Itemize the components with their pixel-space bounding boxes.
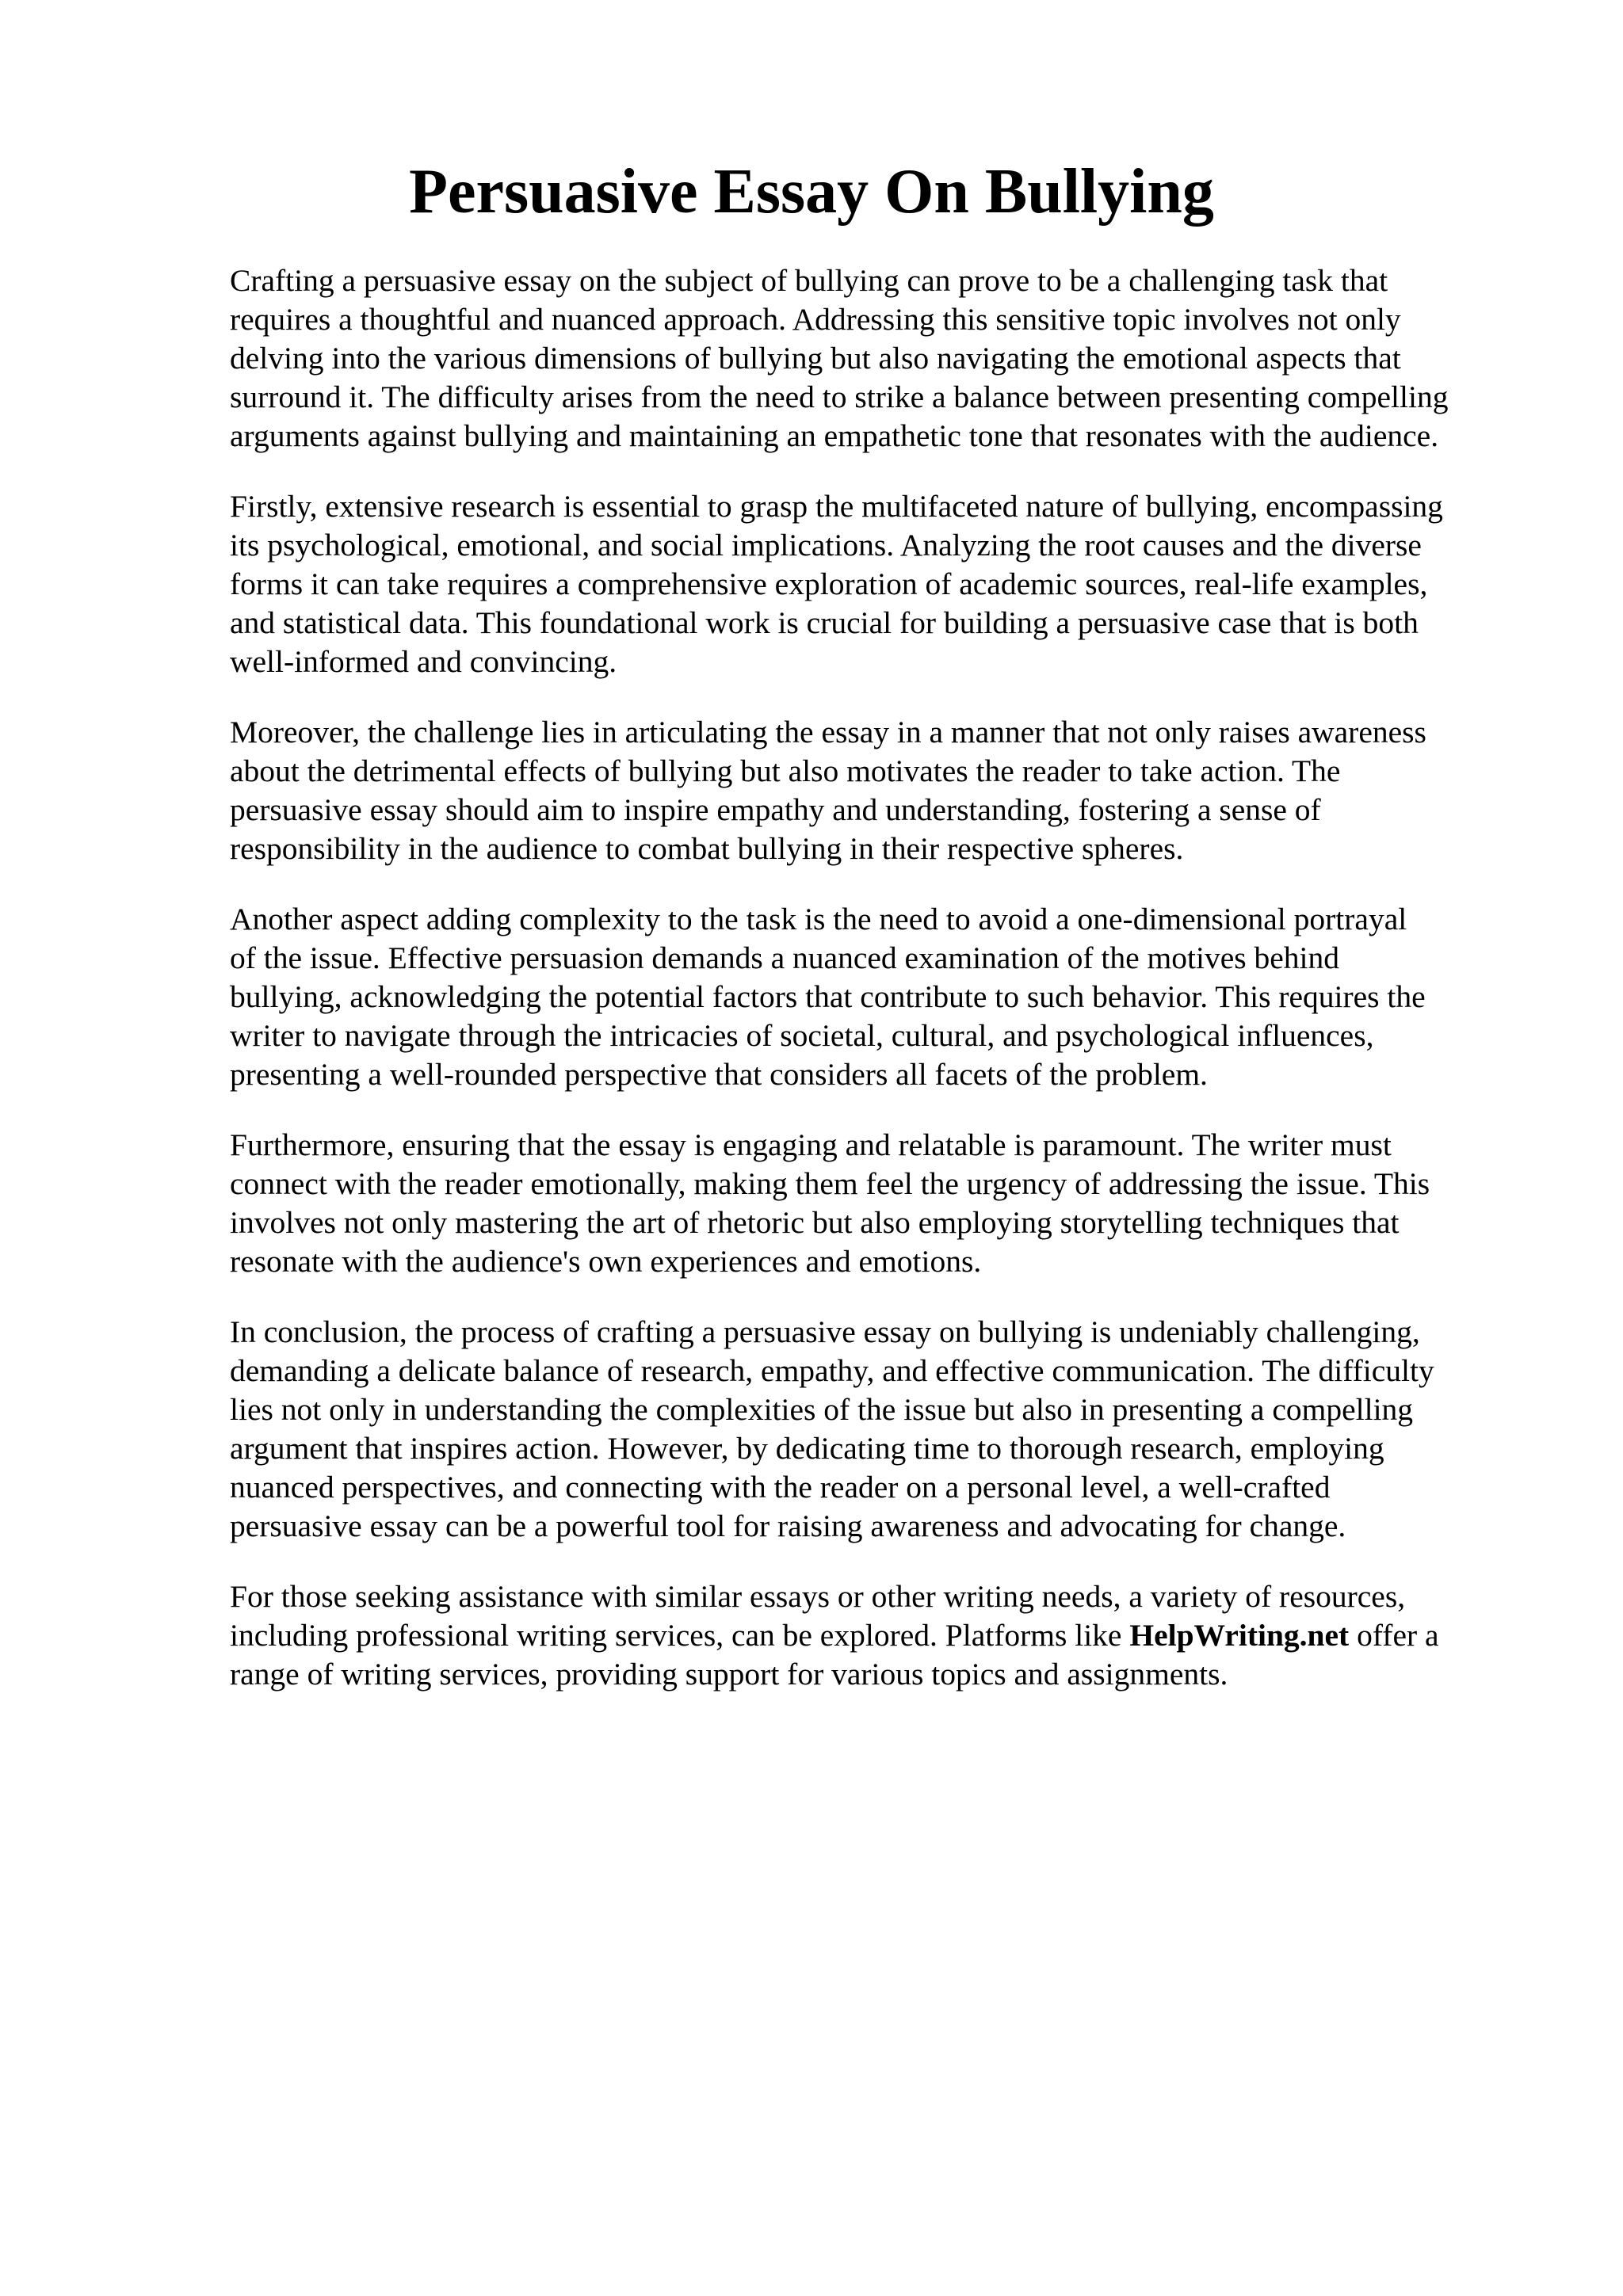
text-line: bullying, acknowledging the potential factors that contribute to such behavior. This requires the xyxy=(230,979,1426,1014)
text-line: Another aspect adding complexity to the task is the need to avoid a one-dimensional portrayal xyxy=(230,902,1407,936)
text-line: delving into the various dimensions of bullying but also navigating the emotional aspects that xyxy=(230,341,1401,376)
paragraph-research xyxy=(230,487,1506,681)
text-line: responsibility in the audience to combat bullying in their respective spheres. xyxy=(230,831,1184,866)
text-line: In conclusion, the process of crafting a persuasive essay on bullying is undeniably challenging, xyxy=(230,1314,1420,1349)
text-line: presenting a well-rounded perspective that considers all facets of the problem. xyxy=(230,1057,1208,1092)
text-line: of the issue. Effective persuasion demands a nuanced examination of the motives behind xyxy=(230,940,1340,975)
text-line: resonate with the audience's own experiences and emotions. xyxy=(230,1244,982,1279)
text-line: its psychological, emotional, and social implications. Analyzing the root causes and the diverse xyxy=(230,528,1422,563)
essay-body xyxy=(230,261,1506,1726)
text-line: arguments against bullying and maintaining an empathetic tone that resonates with the audience. xyxy=(230,418,1439,453)
paragraph-engagement xyxy=(230,1126,1506,1281)
text-line: range of writing services, providing support for various topics and assignments. xyxy=(230,1657,1228,1691)
text-line: surround it. The difficulty arises from the need to strike a balance between presenting compelling xyxy=(230,379,1449,414)
text-segment: including professional writing services, can be explored. Platforms like xyxy=(230,1618,1130,1653)
paragraph-challenge xyxy=(230,713,1506,868)
text-line: persuasive essay can be a powerful tool for raising awareness and advocating for change. xyxy=(230,1508,1346,1543)
text-line: requires a thoughtful and nuanced approach. Addressing this sensitive topic involves not only xyxy=(230,302,1401,337)
text-line: argument that inspires action. However, by dedicating time to thorough research, employing xyxy=(230,1431,1384,1466)
paragraph-conclusion xyxy=(230,1313,1506,1546)
text-line: persuasive essay should aim to inspire empathy and understanding, fostering a sense of xyxy=(230,792,1321,827)
text-line: lies not only in understanding the complexities of the issue but also in presenting a compelling xyxy=(230,1392,1414,1427)
paragraph-intro xyxy=(230,261,1506,456)
text-line: connect with the reader emotionally, making them feel the urgency of addressing the issue. This xyxy=(230,1166,1430,1201)
text-segment: offer a xyxy=(1349,1618,1439,1653)
text-line: and statistical data. This foundational work is crucial for building a persuasive case that is both xyxy=(230,605,1419,640)
text-line: about the detrimental effects of bullying but also motivates the reader to take action. The xyxy=(230,753,1341,788)
text-line: demanding a delicate balance of research, empathy, and effective communication. The difficulty xyxy=(230,1353,1434,1388)
text-line: Firstly, extensive research is essential to grasp the multifaceted nature of bullying, encompassing xyxy=(230,489,1443,524)
text-line: involves not only mastering the art of rhetoric but also employing storytelling techniques that xyxy=(230,1205,1400,1240)
text-line: Moreover, the challenge lies in articulating the essay in a manner that not only raises awareness xyxy=(230,715,1426,749)
text-line: Furthermore, ensuring that the essay is engaging and relatable is paramount. The writer must xyxy=(230,1127,1392,1162)
paragraph-complexity xyxy=(230,900,1506,1094)
brand-name: HelpWriting.net xyxy=(1129,1618,1350,1653)
text-line: forms it can take requires a comprehensive exploration of academic sources, real-life examples, xyxy=(230,566,1428,601)
text-line: nuanced perspectives, and connecting with the reader on a personal level, a well-crafted xyxy=(230,1470,1331,1505)
text-line: For those seeking assistance with similar essays or other writing needs, a variety of resources, xyxy=(230,1579,1406,1614)
page-title: Persuasive Essay On Bullying xyxy=(409,157,1214,227)
text-line: well-informed and convincing. xyxy=(230,644,617,679)
paragraph-closing xyxy=(230,1577,1506,1694)
text-line: writer to navigate through the intricacies of societal, cultural, and psychological influences, xyxy=(230,1018,1374,1053)
text-line: Crafting a persuasive essay on the subject of bullying can prove to be a challenging task that xyxy=(230,263,1388,298)
text-line-with-brand xyxy=(230,1616,1506,1655)
